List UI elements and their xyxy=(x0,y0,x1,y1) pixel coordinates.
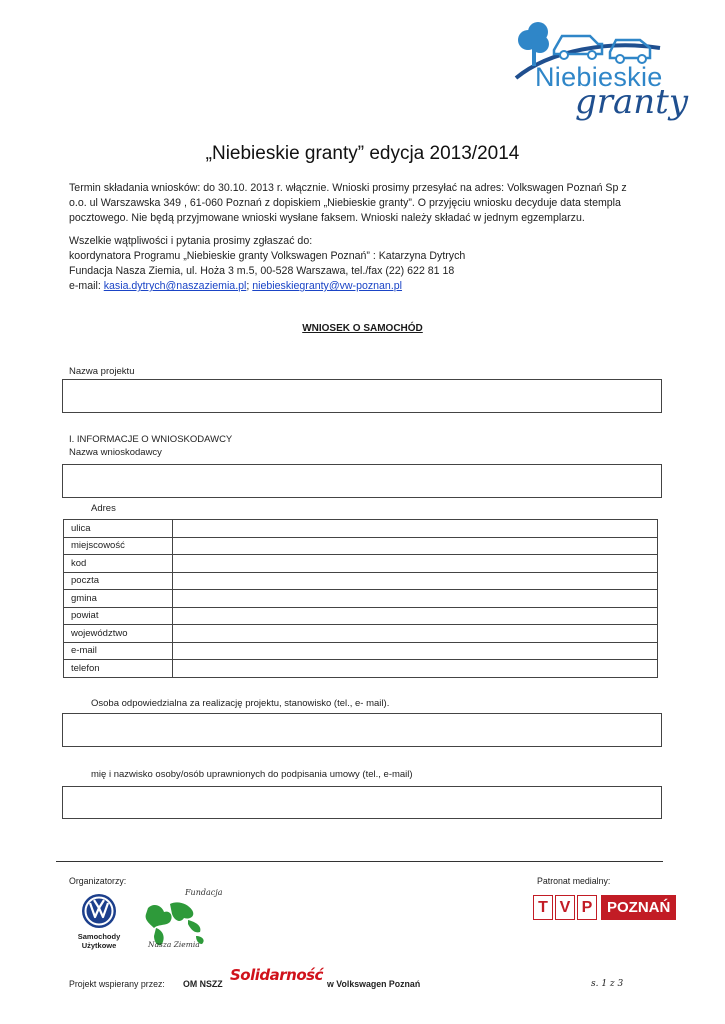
form-section-title: WNIOSEK O SAMOCHÓD xyxy=(302,323,423,334)
address-field-label: kod xyxy=(64,555,173,573)
table-row xyxy=(64,607,658,625)
vw-poznan-text: w Volkswagen Poznań xyxy=(327,979,421,989)
logo-line2: granty xyxy=(575,82,689,122)
address-field-label: ulica xyxy=(64,520,173,538)
table-row xyxy=(64,642,658,660)
tvp-letter: T xyxy=(533,895,553,920)
contact-line: Fundacja Nasza Ziemia, ul. Hoża 3 m.5, 00-528 Warszawa, tel./fax (22) 622 81 18 xyxy=(69,265,455,277)
table-row xyxy=(64,572,658,590)
address-field-input[interactable] xyxy=(173,555,658,573)
address-field-label: miejscowość xyxy=(64,537,173,555)
address-field-input[interactable] xyxy=(173,537,658,555)
tvp-logo xyxy=(533,895,676,920)
address-field-label: gmina xyxy=(64,590,173,608)
patron-label: Patronat medialny: xyxy=(537,876,611,886)
fundacja-name: Fundacja xyxy=(185,888,223,897)
authorized-persons-label: mię i nazwisko osoby/osób uprawnionych do podpisania umowy (tel., e-mail) xyxy=(91,769,413,780)
authorized-persons-field[interactable] xyxy=(62,786,662,819)
fundacja-subname: Nasza Ziemia xyxy=(148,940,200,949)
address-field-input[interactable] xyxy=(173,625,658,643)
responsible-person-label: Osoba odpowiedzialna za realizację projektu, stanowisko (tel., e- mail). xyxy=(91,698,390,709)
address-field-input[interactable] xyxy=(173,572,658,590)
organizers-label: Organizatorzy: xyxy=(69,876,127,886)
table-row xyxy=(64,625,658,643)
vw-emblem-icon xyxy=(81,893,117,929)
applicant-name-label: Nazwa wnioskodawcy xyxy=(69,447,162,458)
address-field-input[interactable] xyxy=(173,520,658,538)
address-field-input[interactable] xyxy=(173,590,658,608)
table-row xyxy=(64,537,658,555)
address-field-label: e-mail xyxy=(64,642,173,660)
responsible-person-field[interactable] xyxy=(62,713,662,747)
table-row xyxy=(64,590,658,608)
vw-caption-line1: Samochody xyxy=(77,932,121,941)
om-nszz: OM NSZZ xyxy=(183,979,223,989)
project-name-field[interactable] xyxy=(62,379,662,413)
intro-line: pocztowego. Nie będą przyjmowane wnioski wysłane faksem. Wnioski należy składać w jednym egzemplarzu. xyxy=(69,212,585,224)
supported-label: Projekt wspierany przez: xyxy=(69,979,165,989)
tvp-city: POZNAŃ xyxy=(601,895,676,920)
project-name-label: Nazwa projektu xyxy=(69,366,135,377)
vw-caption-line2: Użytkowe xyxy=(81,941,117,950)
tvp-letter: P xyxy=(577,895,597,920)
address-field-input[interactable] xyxy=(173,607,658,625)
email-prefix: e-mail: xyxy=(69,280,104,292)
contact-paragraph xyxy=(69,234,659,294)
contact-line: koordynatora Programu „Niebieskie granty Volkswagen Poznań” : Katarzyna Dytrych xyxy=(69,250,466,262)
table-row xyxy=(64,660,658,678)
tvp-letter: V xyxy=(555,895,575,920)
address-table xyxy=(63,519,658,678)
page-title: „Niebieskie granty” edycja 2013/2014 xyxy=(205,143,520,164)
email-link-coordinator[interactable]: kasia.dytrych@naszaziemia.pl xyxy=(103,280,247,292)
footer-divider xyxy=(56,861,663,862)
intro-line: Termin składania wniosków: do 30.10. 2013 r. włącznie. Wnioski prosimy przesyłać na adres: Volkswagen Poznań Sp z xyxy=(69,182,627,194)
address-field-input[interactable] xyxy=(173,642,658,660)
page-number: s. 1 z 3 xyxy=(591,979,624,989)
address-field-label: poczta xyxy=(64,572,173,590)
email-link-grants[interactable]: niebieskiegranty@vw-poznan.pl xyxy=(252,280,403,292)
table-row xyxy=(64,555,658,573)
intro-line: o.o. ul Warszawska 349 , 61-060 Poznań z dopiskiem „Niebieskie granty”. O przyjęciu wniosku decyduje data stempla xyxy=(69,197,621,209)
applicant-section-title: I. INFORMACJE O WNIOSKODAWCY xyxy=(69,434,233,445)
applicant-name-field[interactable] xyxy=(62,464,662,498)
address-field-label: powiat xyxy=(64,607,173,625)
contact-line: Wszelkie wątpliwości i pytania prosimy zgłaszać do: xyxy=(69,235,313,247)
email-separator: ; xyxy=(246,280,253,292)
table-row xyxy=(64,520,658,538)
address-field-label: telefon xyxy=(64,660,173,678)
solidarnosc-logo: Solidarność xyxy=(230,966,323,984)
vw-caption xyxy=(72,932,126,950)
address-field-input[interactable] xyxy=(173,660,658,678)
logo-line1: Niebieskie xyxy=(535,62,663,92)
intro-paragraph xyxy=(69,181,659,226)
contact-email-line xyxy=(69,279,659,294)
address-label: Adres xyxy=(91,503,116,514)
address-field-label: województwo xyxy=(64,625,173,643)
